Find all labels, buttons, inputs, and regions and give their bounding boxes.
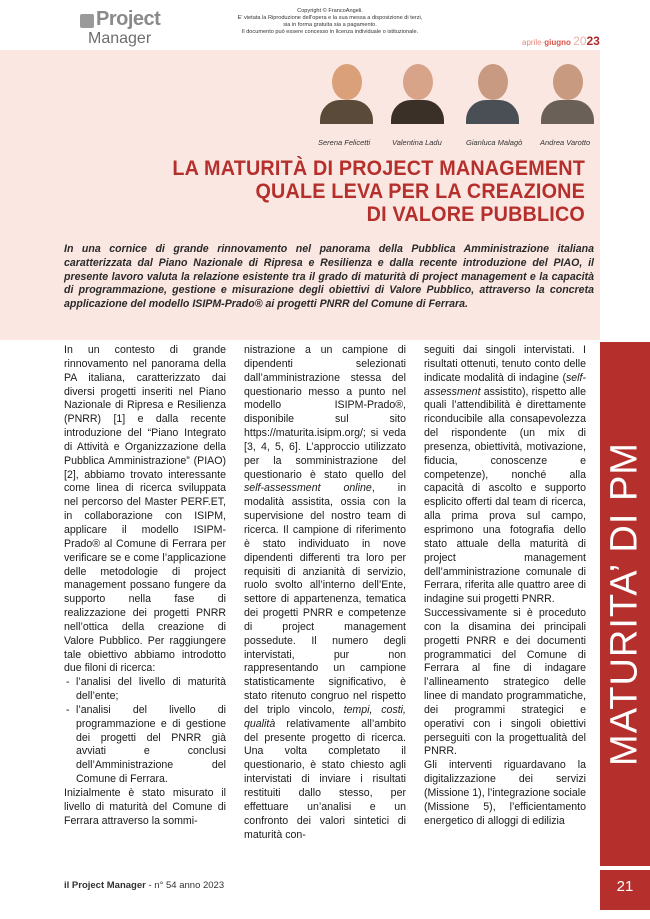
- copyright-line: Il documento può essere concesso in licenza individuale o istituzionale.: [241, 29, 419, 35]
- issue-info: - n° 54 anno 2023: [145, 880, 225, 891]
- body-column-2: [244, 344, 406, 842]
- title-line: QUALE LEVA PER LA CREAZIONE: [255, 179, 585, 203]
- magazine-logo: [80, 10, 170, 50]
- issue-date: aprile·giugno 2023: [522, 34, 600, 48]
- paragraph: Inizialmente è stato misurato il livello di maturità del Comune di Ferrara attraverso la sommi-: [64, 787, 226, 827]
- issue-year: 2023: [573, 34, 600, 48]
- author-name: Gianluca Malagò: [466, 138, 523, 147]
- paragraph: nistrazione a un campione di dipendenti selezionati dall’amministrazione stessa del questionario messo a punto nel modello ISIPM-Prado®, disponibile sul sito https://maturita.isipm.org/; si veda [3, 4, 5, 6]. L’approccio utilizzato per la somministrazione del questionario è stato quello del self-assessment online, in modalità assistita, ossia con la supervisione del nostro team di ricerca. Il campione di riferimento è stato individuato in nove dipendenti differenti tra loro per requisiti di anzianità di servizio, ruolo svolto all’interno dell’Ente, settore di appartenenza, tematica dei progetti PNRR e competenze di project management possedute. Il numero degli intervistati, pur non rappresentando un campione statisticamente significativo, è stato ritenuto congruo nel rispetto del triplo vincolo, tempi, costi, qualità relativamente all’ambito del presente progetto di ricerca. Una volta completato il questionario, è stato chiesto agli intervistati di inviare i risultati restituiti dallo stesso, per effettuare un’analisi e un confronto dei valori sintetici di maturità con-: [244, 344, 406, 841]
- author-photo: [537, 52, 598, 124]
- author-face: [478, 64, 508, 100]
- logo-icon: [80, 14, 94, 28]
- body-column-1: [64, 344, 226, 829]
- author-shoulders: [320, 100, 373, 124]
- research-list: [64, 676, 226, 787]
- list-item: - l’analisi del livello di maturità dell’ente;: [76, 676, 226, 704]
- issue-month-end: giugno: [544, 38, 571, 47]
- title-line: DI VALORE PUBBLICO: [366, 202, 585, 226]
- author-shoulders: [541, 100, 594, 124]
- section-label: MATURITA’ DI PM: [603, 442, 646, 766]
- page-number: 21: [600, 870, 650, 910]
- author-face: [553, 64, 583, 100]
- list-item: - l’analisi del livello di programmazione e di gestione dei progetti del PNRR già avviati e conclusi dell’Amministrazione del Comune di Ferrara.: [76, 704, 226, 787]
- page-footer: [64, 880, 224, 891]
- paragraph: Successivamente si è proceduto con la disamina dei principali progetti PNRR e dei documenti programmatici del Comune di Ferrara al fine di indagare l’allineamento strategico delle linee di mandato programmatiche, dei programmi strategici e operativi con i singoli obiettivi perseguiti con la progettualità del PNRR.: [424, 607, 586, 758]
- author-name: Andrea Varotto: [540, 138, 591, 147]
- author-shoulders: [391, 100, 444, 124]
- author-name: Serena Felicetti: [318, 138, 371, 147]
- title-line: LA MATURITÀ DI PROJECT MANAGEMENT: [172, 156, 585, 180]
- author-face: [332, 64, 362, 100]
- article-title: [102, 157, 585, 226]
- body-column-3: [424, 344, 586, 829]
- copyright-notice: [200, 8, 460, 36]
- copyright-line: Copyright © FrancoAngeli.: [297, 8, 363, 14]
- author-face: [403, 64, 433, 100]
- author-photo: [462, 52, 523, 124]
- author-name: Valentina Ladu: [392, 138, 442, 147]
- author-photo: [387, 52, 448, 124]
- paragraph: seguiti dai singoli intervistati. I risultati ottenuti, tenuto conto delle indicate modalità di indagine (self-assessment assistito), rispetto alle quali l’attendibilità è direttamente riconducibile alla consapevolezza del rispondente (un mix di presenza, obiettività, motivazione, fiducia, conoscenze e competenze), nonché alla capacità di ascolto e supporto esplicito offerti dal team di ricerca, alla prima prova sul campo, esprimono una fotografia dello stato attuale della maturità di project management dell’amministrazione comunale di Ferrara, riferita alle quattro aree di indagine sui progetti PNRR.: [424, 344, 586, 606]
- logo-line1: Project: [96, 8, 161, 30]
- magazine-name: il Project Manager: [64, 880, 146, 891]
- copyright-line: sia in forma gratuita sia a pagamento.: [283, 22, 377, 28]
- issue-month-start: aprile: [522, 38, 542, 47]
- article-abstract: In una cornice di grande rinnovamento nel panorama della Pubblica Amministrazione italiana caratterizzata dal Piano Nazionale di Ripresa e Resilienza e dalla recente introduzione del PIAO, il presente lavoro valuta la relazione esistente tra il grado di maturità di project management e la capacità di programmazione, gestione e misurazione degli obiettivi di Valore Pubblico, attraverso la concreta applicazione del modello ISIPM-Prado® ai progetti PNRR del Comune di Ferrara.: [64, 243, 594, 311]
- logo-line2: Manager: [88, 30, 152, 47]
- author-photo: [316, 52, 377, 124]
- paragraph: In un contesto di grande rinnovamento nel panorama della PA italiana, caratterizzato dai diversi progetti inseriti nel Piano Nazionale di Ripresa e Resilienza (PNRR) [1] e dalla recente introduzione del “Piano Integrato di Attività e Organizzazione della Pubblica Amministrazione” (PIAO) [2], abbiamo trovato interessante come linea di ricerca sviluppata nel percorso del Master PERF.ET, in collaborazione con ISIPM, applicare il modello ISIPM-Prado® al Comune di Ferrara per verificare se e come l’applicazione delle metodologie di project management possano fungere da supporto nella fase di realizzazione dei progetti PNRR nell’ottica della creazione di Valore Pubblico. Per raggiungere tale obiettivo abbiamo introdotto due filoni di ricerca:: [64, 344, 226, 675]
- copyright-line: E' vietata la Riproduzione dell'opera e la sua messa a disposizione di terzi,: [237, 15, 423, 21]
- author-shoulders: [466, 100, 519, 124]
- paragraph: Gli interventi riguardavano la digitalizzazione dei servizi (Missione 1), l’integrazione sociale (Missione 5), l’efficientamento energetico di alloggi di edilizia: [424, 759, 586, 827]
